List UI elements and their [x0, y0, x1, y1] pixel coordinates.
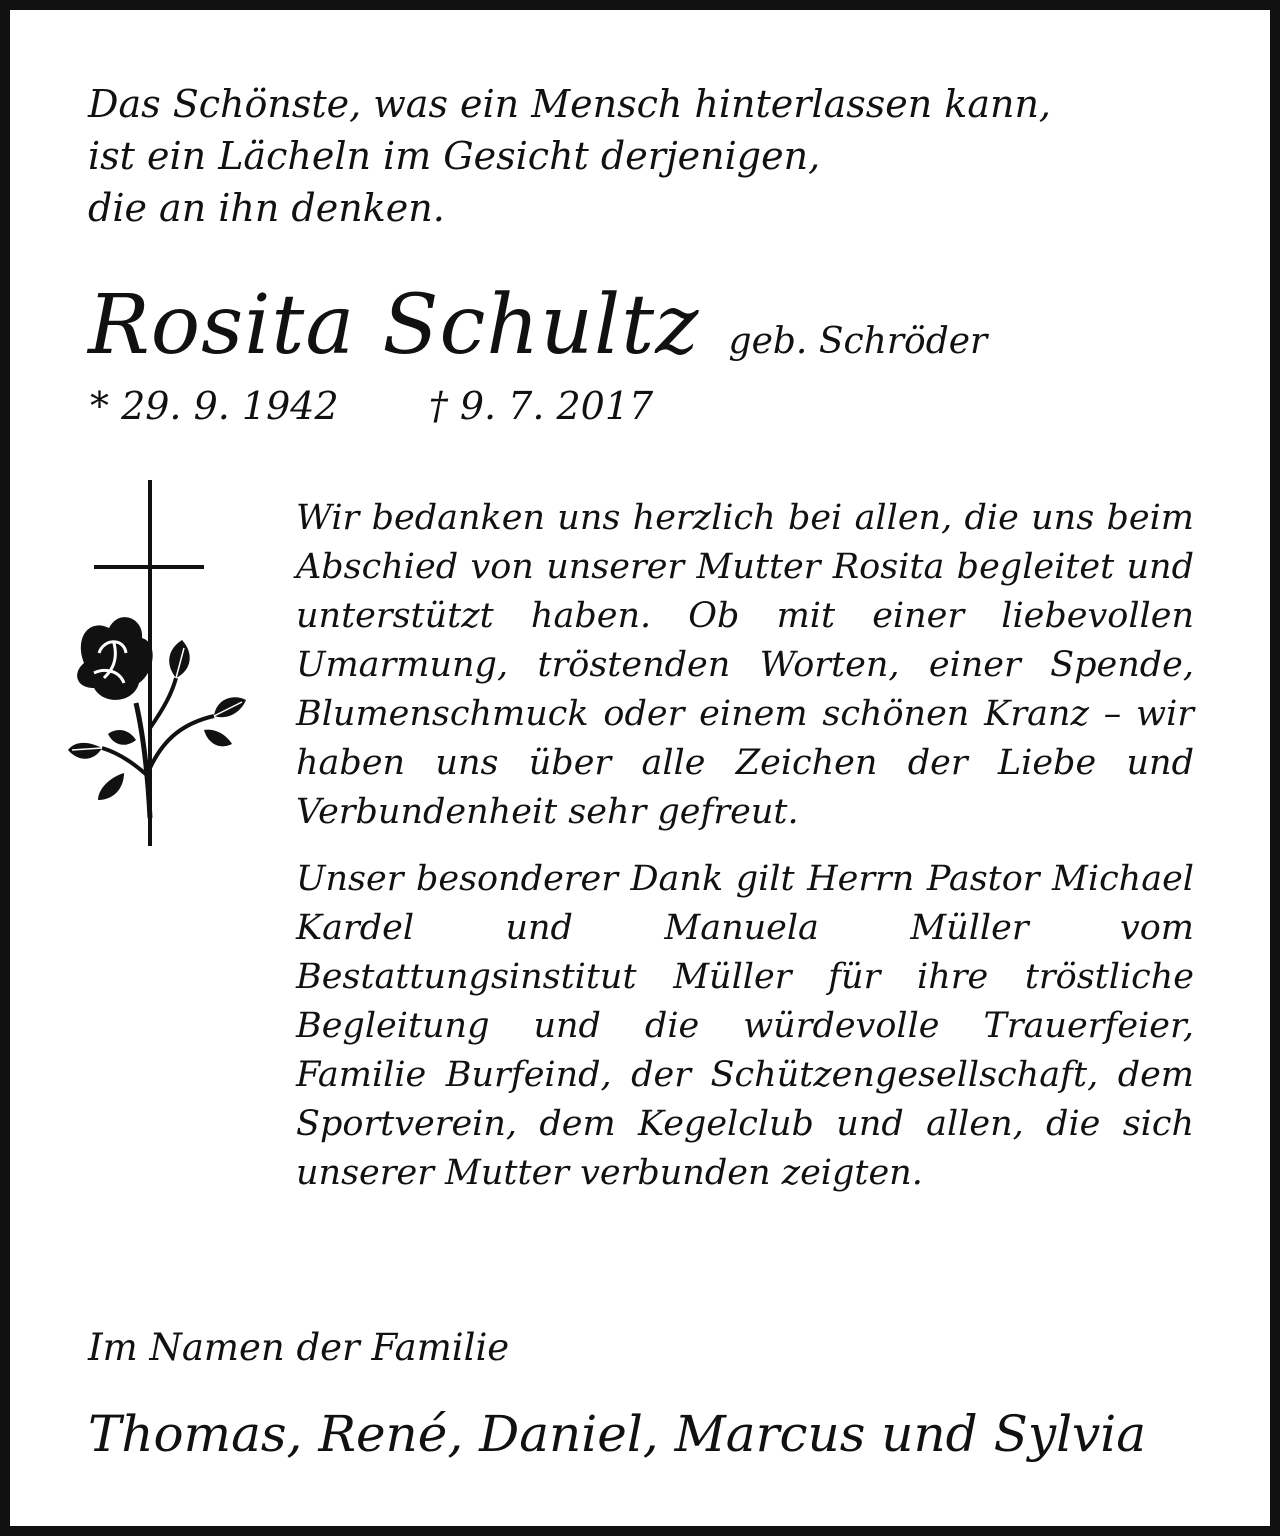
family-intro: Im Namen der Familie — [88, 1326, 510, 1369]
death-date: † 9. 7. 2017 — [428, 384, 654, 428]
maiden-name: geb. Schröder — [728, 321, 988, 362]
motto-line: die an ihn denken. — [88, 186, 445, 230]
life-dates — [90, 380, 653, 432]
motto-quote — [88, 78, 1188, 234]
cross-with-rose-icon — [64, 478, 254, 850]
motto-line: ist ein Lächeln im Gesicht derjenigen, — [88, 134, 821, 178]
deceased-name-row — [88, 276, 987, 376]
special-thanks-paragraph: Unser besonderer Dank gilt Herrn Pastor Michael Kardel und Manuela Müller vom Bestattungsinstitut Müller für ihre tröstliche Begleitung und die würdevolle Trauerfeier, Familie Burfeind, der Schützengesellschaft, dem Sportverein, dem Kegelclub und allen, die sich unserer Mutter verbunden zeigten. — [296, 859, 1194, 1193]
thank-you-paragraph: Wir bedanken uns herzlich bei allen, die uns beim Abschied von unserer Mutter Rosita begleitet und unterstützt haben. Ob mit einer liebevollen Umarmung, tröstenden Worten, einer Spende, Blumenschmuck oder einem schönen Kranz – wir haben uns über alle Zeichen der Liebe und Verbundenheit sehr gefreut. — [296, 498, 1194, 832]
thank-you-text — [296, 494, 1194, 1198]
motto-line: Das Schönste, was ein Mensch hinterlassen kann, — [88, 82, 1052, 126]
deceased-name: Rosita Schultz — [88, 278, 700, 373]
signers: Thomas, René, Daniel, Marcus und Sylvia — [88, 1405, 1147, 1463]
birth-date: * 29. 9. 1942 — [90, 384, 339, 428]
